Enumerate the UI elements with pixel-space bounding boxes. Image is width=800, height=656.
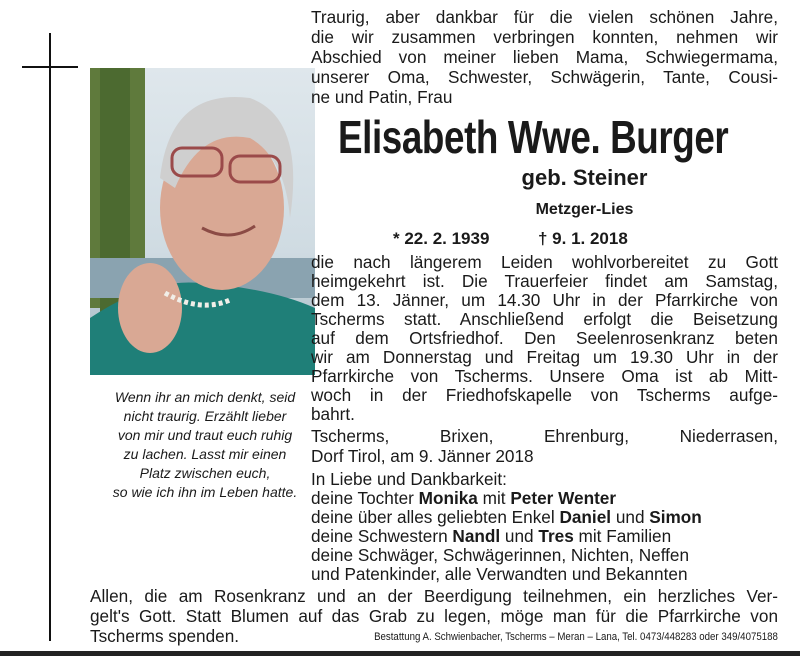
text: deine Schwestern [311,526,453,546]
text-line: Tscherms statt. Anschließend erfolgt die Beisetzung [311,310,778,329]
bottom-border [0,651,800,656]
text-line: unserer Oma, Schwester, Schwägerin, Tante, Cousi- [311,68,778,87]
maiden-name: geb. Steiner [521,165,648,190]
text-line: ne und Patin, Frau [311,87,453,107]
mourner-line: deine Schwäger, Schwägerinnen, Nichten, Neffen [311,545,690,565]
text-line: bahrt. [311,404,355,424]
mourner-line: und Patenkinder, alle Verwandten und Bekannten [311,564,688,584]
quote-line: zu lachen. Lasst mir einen [123,446,287,462]
deceased-name: Elisabeth Wwe. Burger [338,111,729,163]
text-line: woch in der Friedhofskapelle von Tscherms aufge- [311,386,778,405]
mourner-name: Simon [649,507,702,527]
text: mit Familien [573,526,672,546]
quote-line: nicht traurig. Erzählt lieber [123,408,287,424]
mourner-name: Peter Wenter [510,488,617,508]
quote-line: von mir und traut euch ruhig [117,427,293,443]
mourner-line [311,527,671,546]
text: und [500,526,539,546]
text: und [611,507,650,527]
quote-line: so wie ich ihn im Leben hatte. [112,484,298,500]
text-line: wir am Donnerstag und Freitag um 19.30 Uhr in der [311,348,778,367]
text-line: Tscherms, Brixen, Ehrenburg, Niederrasen, [311,427,778,446]
text-line: gelt's Gott. Statt Blumen auf das Grab zu legen, möge man für die Pfarrkirche von [90,607,778,626]
mourner-name: Monika [418,488,478,508]
funeral-home-footer: Bestattung A. Schwienbacher, Tscherms – Meran – Lana, Tel. 0473/448283 oder 349/4075188 [374,631,778,643]
quote-line: Wenn ihr an mich denkt, seid [114,389,296,405]
mourner-name: Tres [538,526,574,546]
text-line: Abschied von meiner lieben Mama, Schwiegermama, [311,48,778,67]
text-line: Pfarrkirche von Tscherms. Unsere Oma ist ab Mitt- [311,367,778,386]
text-line: die nach längerem Leiden wohlvorbereitet zu Gott [311,253,778,272]
text: deine Tochter [311,488,419,508]
text-line: heimgekehrt ist. Die Trauerfeier findet am Samstag, [311,272,778,291]
epithet: Metzger-Lies [535,201,634,218]
text-line: die wir zusammen verbringen konnten, nehmen wir [311,28,778,47]
cross-icon [49,33,51,641]
cross-icon-bar [22,66,78,68]
text-line: Allen, die am Rosenkranz und an der Beerdigung teilnehmen, ein herzliches Ver- [90,587,778,606]
quote-line: Platz zwischen euch, [139,465,271,481]
mourner-line [311,489,616,508]
mourner-name: Nandl [452,526,501,546]
text-line: auf dem Ortsfriedhof. Den Seelenrosenkranz beten [311,329,778,348]
portrait-photo [90,68,315,375]
text: deine über alles geliebten Enkel [311,507,560,527]
memorial-quote [92,388,318,502]
text-line: In Liebe und Dankbarkeit: [311,469,507,489]
mourner-line [311,508,702,527]
text-line: Traurig, aber dankbar für die vielen schönen Jahre, [311,8,778,27]
mourner-name: Daniel [559,507,612,527]
text-line: Dorf Tirol, am 9. Jänner 2018 [311,446,534,466]
text: mit [477,488,511,508]
birth-date: * 22. 2. 1939 [393,229,490,248]
text-line: dem 13. Jänner, um 14.30 Uhr in der Pfarrkirche von [311,291,778,310]
death-date: † 9. 1. 2018 [538,229,628,248]
text-line: Tscherms spenden. [90,626,240,646]
